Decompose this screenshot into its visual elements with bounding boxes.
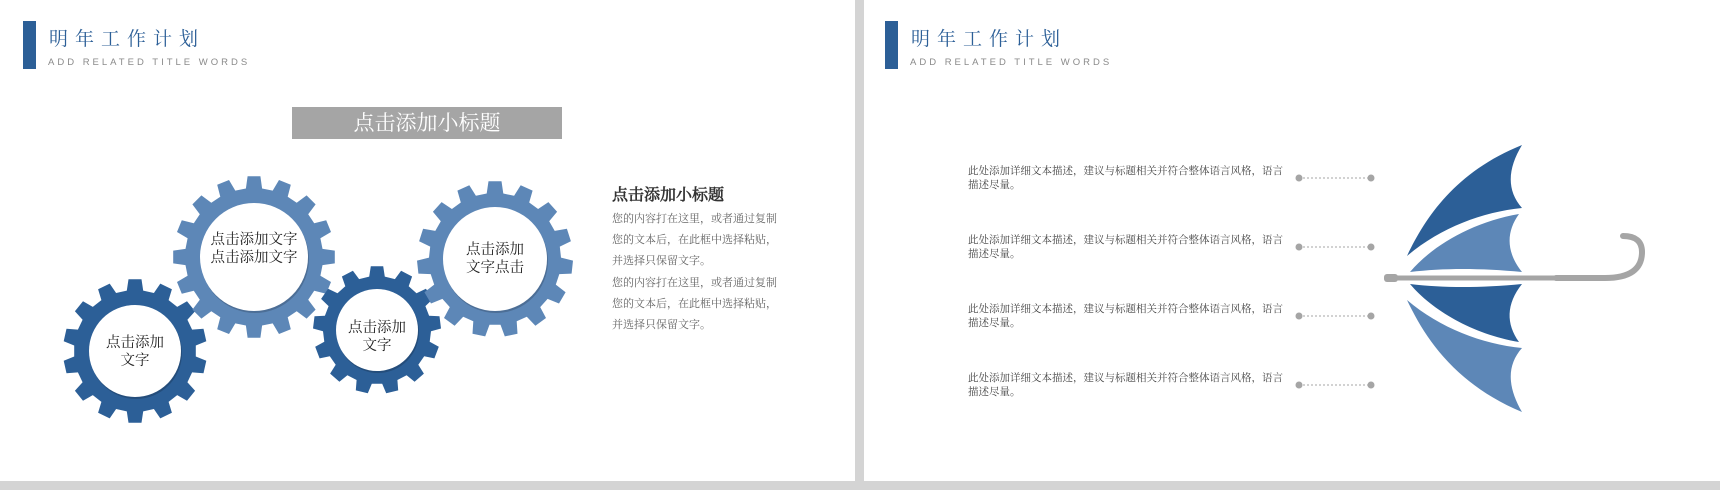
gear-label[interactable]: 点击添加文字 <box>106 335 164 369</box>
title-accent-bar <box>23 21 36 69</box>
slide-title: 明年工作计划 <box>49 28 206 50</box>
gear-label[interactable]: 点击添加文字 <box>348 320 406 354</box>
description-text[interactable]: 此处添加详细文本描述，建议与标题相关并符合整体语言风格，语言描述尽量。 <box>968 165 1283 191</box>
connector-line <box>1293 379 1377 391</box>
description-text[interactable]: 此处添加详细文本描述，建议与标题相关并符合整体语言风格，语言描述尽量。 <box>968 234 1283 260</box>
connector-line <box>1293 241 1377 253</box>
slide-subtitle: ADD RELATED TITLE WORDS <box>910 57 1113 68</box>
info-paragraph[interactable]: 您的内容打在这里，或者通过复制您的文本后，在此框中选择粘贴，并选择只保留文字。 <box>612 276 777 331</box>
subtitle-banner[interactable]: 点击添加小标题 <box>292 107 562 139</box>
title-accent-bar <box>885 21 898 69</box>
description-text[interactable]: 此处添加详细文本描述，建议与标题相关并符合整体语言风格，语言描述尽量。 <box>968 372 1283 398</box>
gear-label[interactable]: 点击添加文字点击添加文字 <box>210 232 298 266</box>
info-paragraph[interactable]: 您的内容打在这里，或者通过复制您的文本后，在此框中选择粘贴，并选择只保留文字。 <box>612 212 777 267</box>
description-text[interactable]: 此处添加详细文本描述，建议与标题相关并符合整体语言风格，语言描述尽量。 <box>968 303 1283 329</box>
gear-label[interactable]: 点击添加文字点击 <box>466 242 524 276</box>
info-heading[interactable]: 点击添加小标题 <box>612 185 725 204</box>
slide-left <box>0 0 855 481</box>
connector-line <box>1293 310 1377 322</box>
slide-title: 明年工作计划 <box>911 28 1068 50</box>
umbrella-icon <box>1380 140 1650 420</box>
connector-line <box>1293 172 1377 184</box>
slide-subtitle: ADD RELATED TITLE WORDS <box>48 57 251 68</box>
